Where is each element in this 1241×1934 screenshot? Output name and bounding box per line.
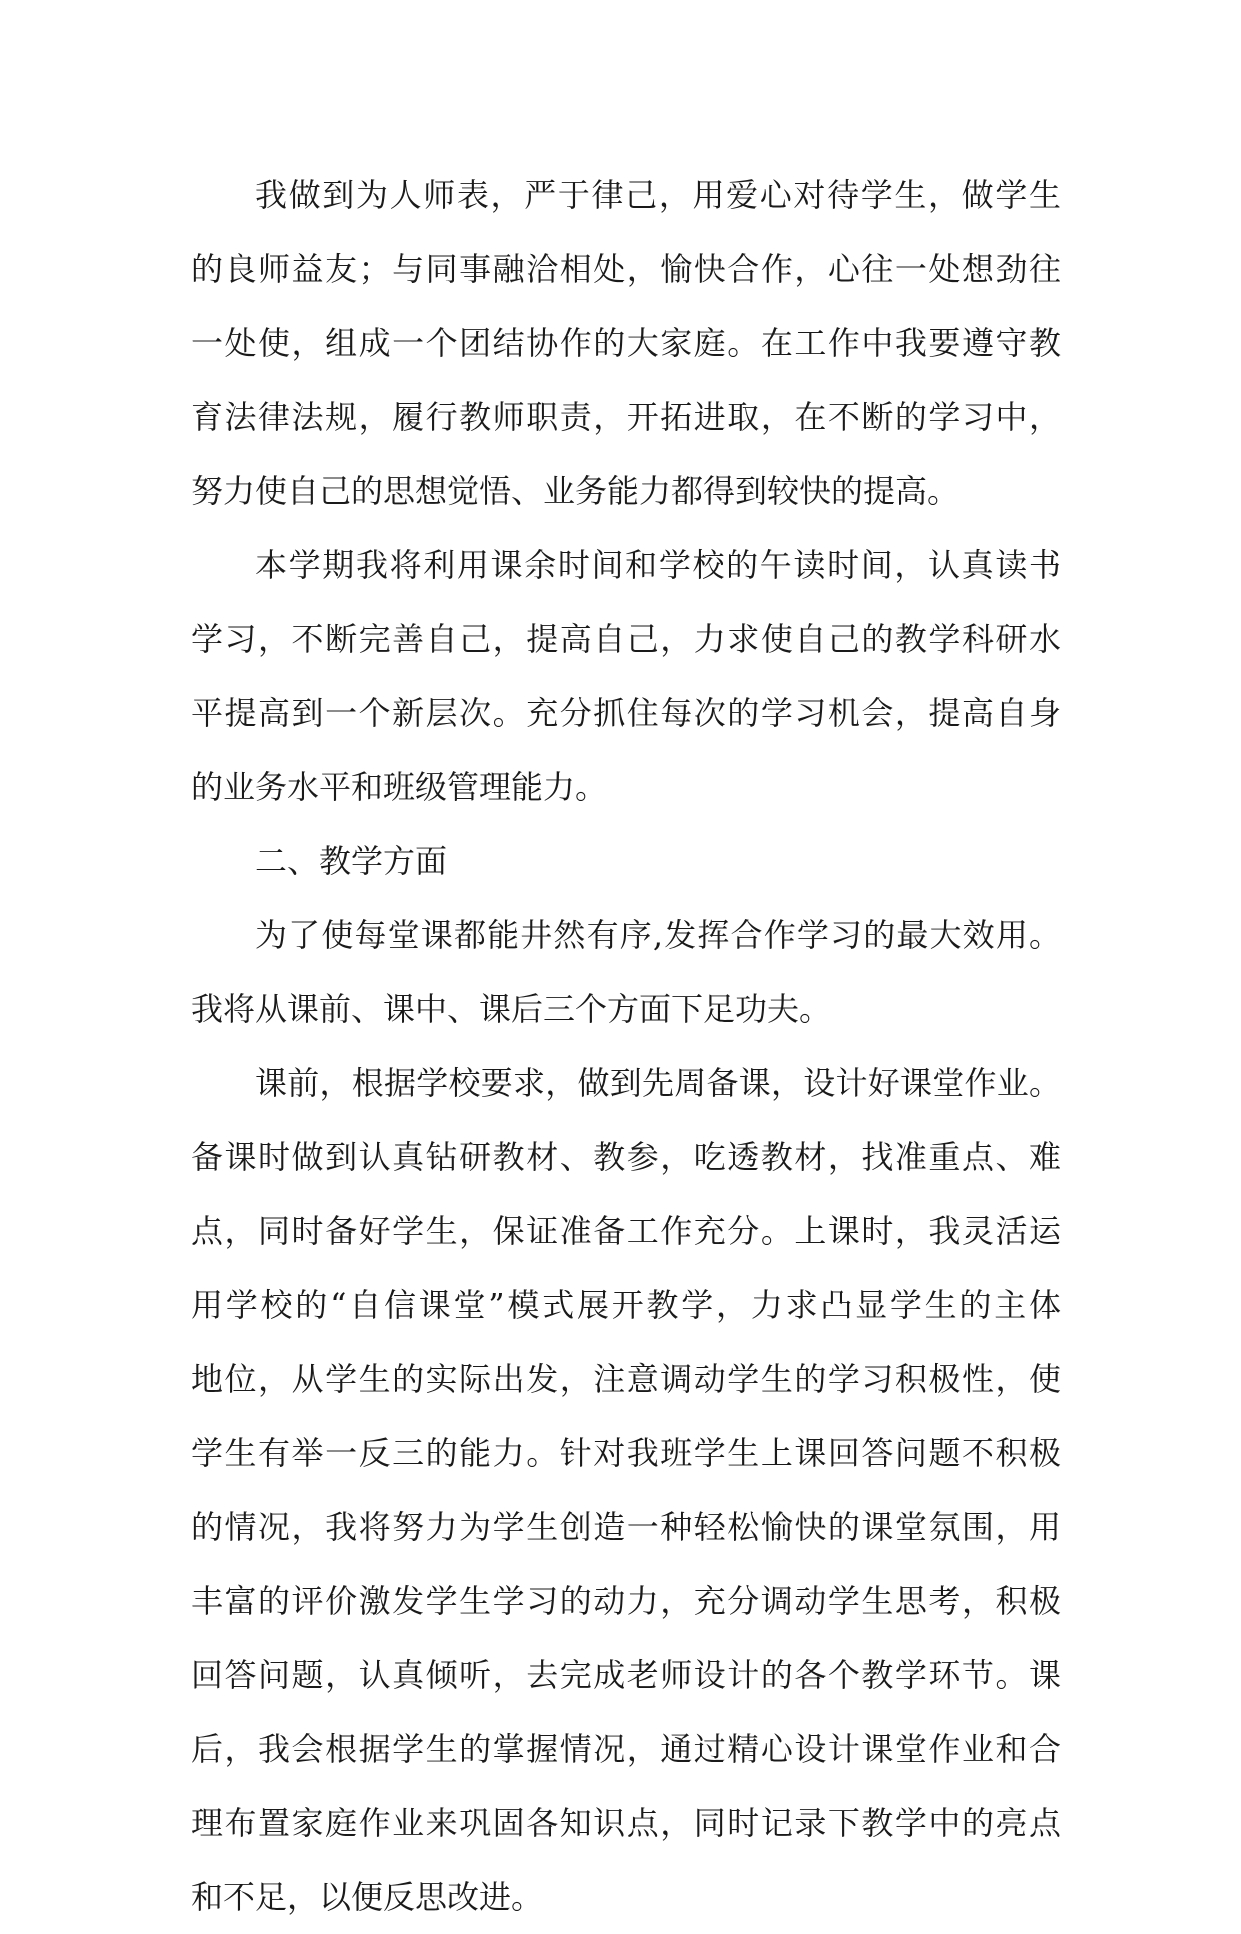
text-line: 回答问题，认真倾听，去完成老师设计的各个教学环节。课 xyxy=(191,1656,1061,1694)
text-line: 后，我会根据学生的掌握情况，通过精心设计课堂作业和合 xyxy=(191,1730,1061,1768)
text-line: 我做到为人师表，严于律己，用爱心对待学生，做学生 xyxy=(255,176,1061,214)
text-line: 育法律法规，履行教师职责，开拓进取，在不断的学习中， xyxy=(191,398,1061,436)
text-line: 努力使自己的思想觉悟、业务能力都得到较快的提高。 xyxy=(191,472,960,510)
document-body xyxy=(191,158,1061,1934)
text-line: 一处使，组成一个团结协作的大家庭。在工作中我要遵守教 xyxy=(191,324,1061,362)
text-line: 理布置家庭作业来巩固各知识点，同时记录下教学中的亮点 xyxy=(191,1804,1061,1842)
text-line: 的良师益友；与同事融洽相处，愉快合作，心往一处想劲往 xyxy=(191,250,1061,288)
text-line: 用学校的“自信课堂”模式展开教学，力求凸显学生的主体 xyxy=(191,1286,1061,1324)
text-line: 学习，不断完善自己，提高自己，力求使自己的教学科研水 xyxy=(191,620,1061,658)
text-line: 本学期我将利用课余时间和学校的午读时间，认真读书 xyxy=(255,546,1061,584)
text-line: 和不足，以便反思改进。 xyxy=(191,1878,544,1916)
text-line: 课前，根据学校要求，做到先周备课，设计好课堂作业。 xyxy=(255,1064,1061,1102)
text-line: 学生有举一反三的能力。针对我班学生上课回答问题不积极 xyxy=(191,1434,1061,1472)
text-line: 的业务水平和班级管理能力。 xyxy=(191,768,608,806)
text-line: 地位，从学生的实际出发，注意调动学生的学习积极性，使 xyxy=(191,1360,1061,1398)
text-line: 我将从课前、课中、课后三个方面下足功夫。 xyxy=(191,990,832,1028)
text-line: 备课时做到认真钻研教材、教参，吃透教材，找准重点、难 xyxy=(191,1138,1061,1176)
text-line: 二、教学方面 xyxy=(255,842,448,880)
text-line: 丰富的评价激发学生学习的动力，充分调动学生思考，积极 xyxy=(191,1582,1061,1620)
text-line: 为了使每堂课都能井然有序,发挥合作学习的最大效用。 xyxy=(255,916,1061,954)
text-line: 点，同时备好学生，保证准备工作充分。上课时，我灵活运 xyxy=(191,1212,1061,1250)
text-line: 平提高到一个新层次。充分抓住每次的学习机会，提高自身 xyxy=(191,694,1061,732)
text-line: 的情况，我将努力为学生创造一种轻松愉快的课堂氛围，用 xyxy=(191,1508,1061,1546)
